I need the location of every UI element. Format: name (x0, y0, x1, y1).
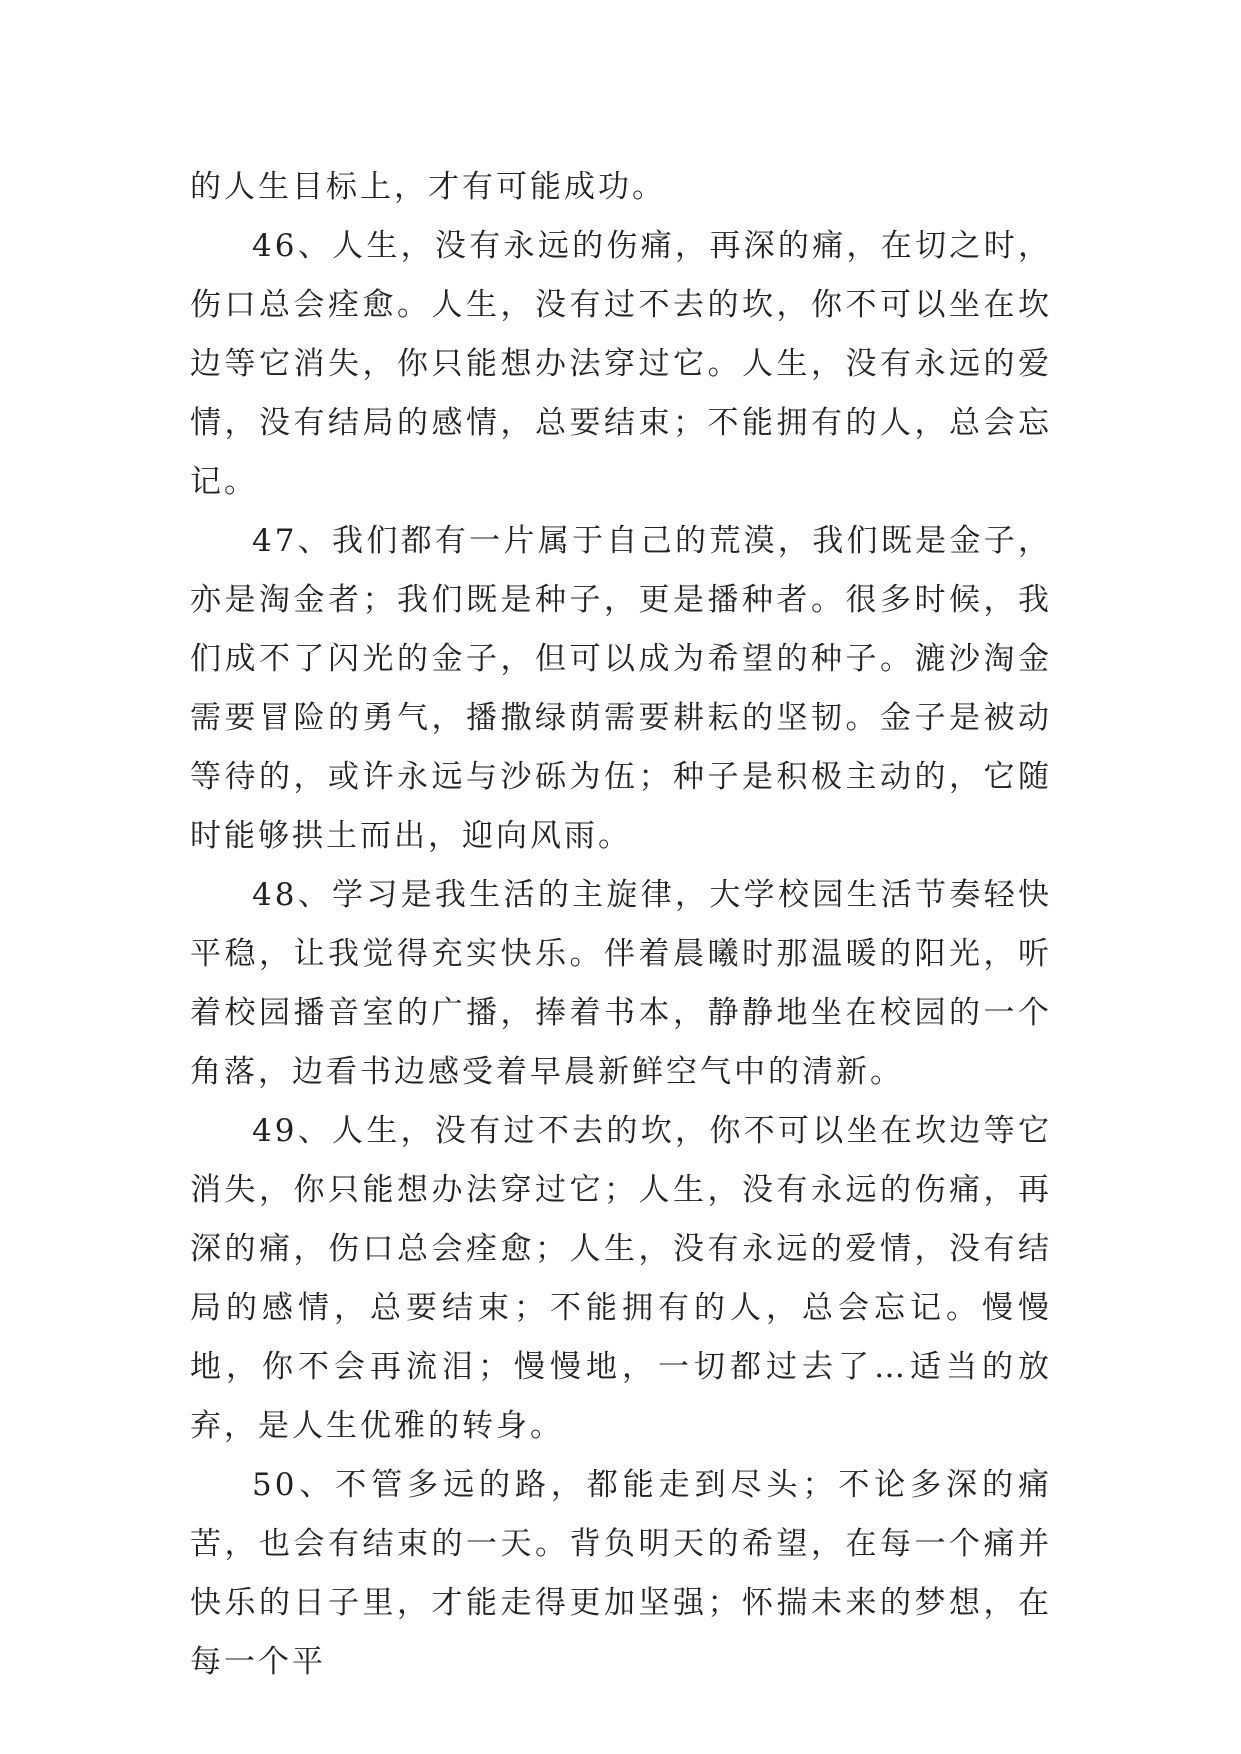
document-body (190, 158, 1052, 1692)
paragraph-47: 47、我们都有一片属于自己的荒漠，我们既是金子，亦是淘金者；我们既是种子，更是播种者。很多时候，我们成不了闪光的金子，但可以成为希望的种子。漉沙淘金需要冒险的勇气，播撒绿荫需要耕耘的坚韧。金子是被动等待的，或许永远与沙砾为伍；种子是积极主动的，它随时能够拱土而出，迎向风雨。 (190, 523, 1052, 854)
paragraph-46: 46、人生，没有永远的伤痛，再深的痛，在切之时，伤口总会痊愈。人生，没有过不去的坎，你不可以坐在坎边等它消失，你只能想办法穿过它。人生，没有永远的爱情，没有结局的感情，总要结束；不能拥有的人，总会忘记。 (190, 228, 1052, 500)
paragraph-50: 50、不管多远的路，都能走到尽头；不论多深的痛苦，也会有结束的一天。背负明天的希望，在每一个痛并快乐的日子里，才能走得更加坚强；怀揣未来的梦想，在每一个平 (190, 1467, 1052, 1680)
paragraph-48: 48、学习是我生活的主旋律，大学校园生活节奏轻快平稳，让我觉得充实快乐。伴着晨曦时那温暖的阳光，听着校园播音室的广播，捧着书本，静静地坐在校园的一个角落，边看书边感受着早晨新鲜空气中的清新。 (190, 877, 1052, 1090)
paragraph-49: 49、人生，没有过不去的坎，你不可以坐在坎边等它消失，你只能想办法穿过它；人生，没有永远的伤痛，再深的痛，伤口总会痊愈；人生，没有永远的爱情，没有结局的感情，总要结束；不能拥有的人，总会忘记。慢慢地，你不会再流泪；慢慢地，一切都过去了…适当的放弃，是人生优雅的转身。 (190, 1113, 1052, 1444)
paragraph-continuation: 的人生目标上，才有可能成功。 (190, 169, 666, 205)
